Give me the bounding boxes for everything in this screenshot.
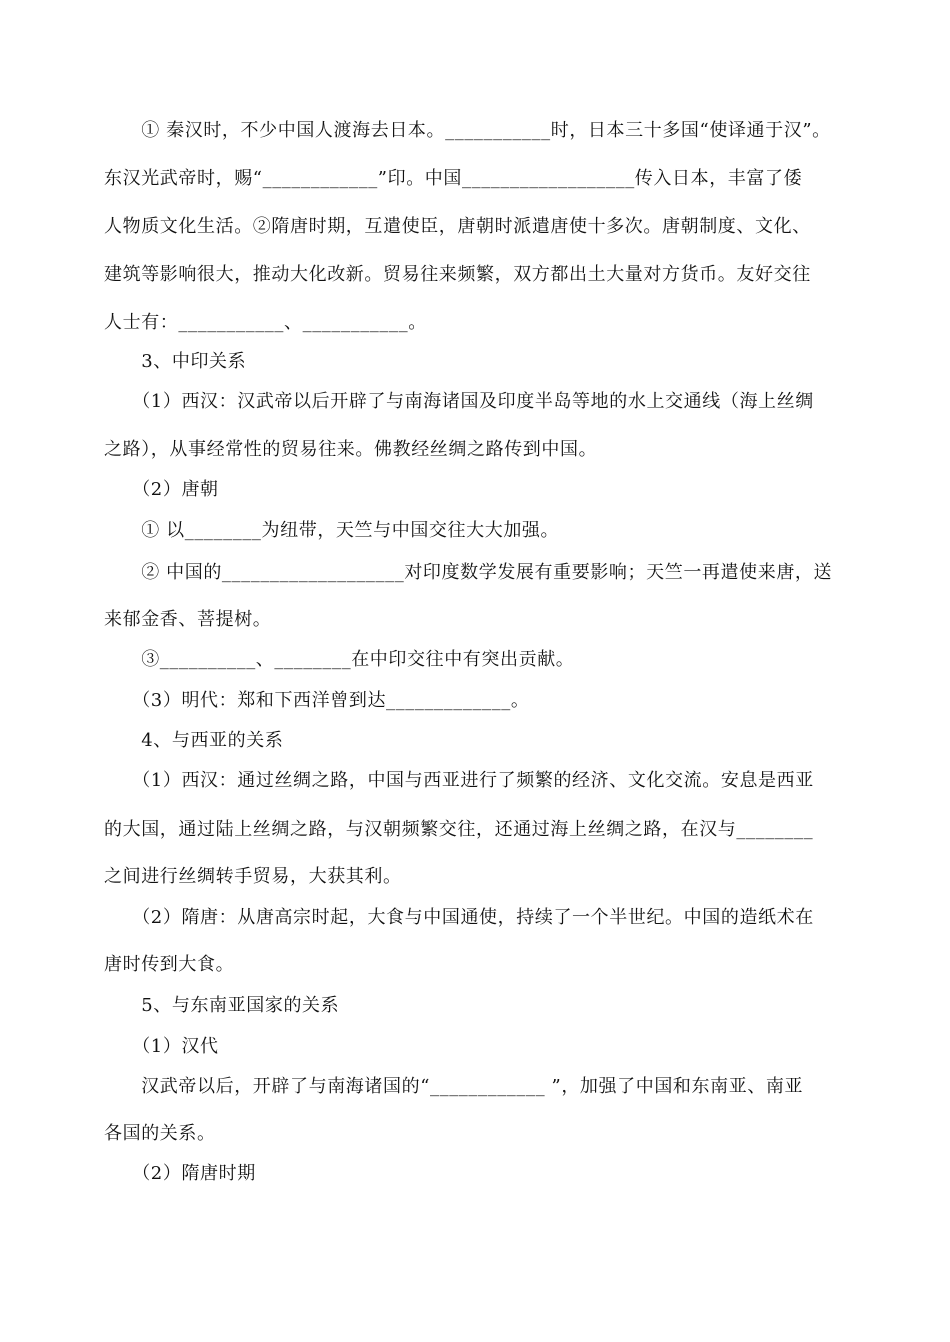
text-line: ① 秦汉时，不少中国人渡海去日本。___________时，日本三十多国“使译通于汉”。 xyxy=(104,120,831,141)
subsection-heading: （2）隋唐时期 xyxy=(104,1163,256,1184)
section-heading: 4、与西亚的关系 xyxy=(104,730,284,751)
text-line: 汉武帝以后，开辟了与南海诸国的“____________ ”，加强了中国和东南亚、南亚 xyxy=(104,1076,804,1097)
text-line: 建筑等影响很大，推动大化改新。贸易往来频繁，双方都出土大量对方货币。友好交往 xyxy=(104,264,811,285)
text-line: ① 以________为纽带，天竺与中国交往大大加强。 xyxy=(104,520,560,541)
text-line: （2）隋唐：从唐高宗时起，大食与中国通使，持续了一个半世纪。中国的造纸术在 xyxy=(104,907,814,928)
text-line: （1）西汉：汉武帝以后开辟了与南海诸国及印度半岛等地的水上交通线（海上丝绸 xyxy=(104,391,814,412)
text-line: 各国的关系。 xyxy=(104,1123,216,1144)
subsection-heading: （2）唐朝 xyxy=(104,479,219,500)
text-line: ③__________、________在中印交往中有突出贡献。 xyxy=(104,649,575,670)
section-heading: 3、中印关系 xyxy=(104,351,247,372)
text-line: 之间进行丝绸转手贸易，大获其利。 xyxy=(104,866,402,887)
text-line: （1）西汉：通过丝绸之路，中国与西亚进行了频繁的经济、文化交流。安息是西亚 xyxy=(104,770,814,791)
text-line: 东汉光武帝时，赐“____________”印。中国__________________传入日本，丰富了倭 xyxy=(104,168,803,189)
text-line: 唐时传到大食。 xyxy=(104,954,235,975)
text-line: ② 中国的___________________对印度数学发展有重要影响；天竺一再遣使来唐，送 xyxy=(104,562,833,583)
text-line: 人物质文化生活。②隋唐时期，互遣使臣，唐朝时派遣唐使十多次。唐朝制度、文化、 xyxy=(104,216,811,237)
section-heading: 5、与东南亚国家的关系 xyxy=(104,995,340,1016)
text-line: 来郁金香、菩提树。 xyxy=(104,609,272,630)
text-line: （3）明代：郑和下西洋曾到达_____________。 xyxy=(104,690,530,711)
text-line: 之路），从事经常性的贸易往来。佛教经丝绸之路传到中国。 xyxy=(104,439,598,460)
subsection-heading: （1）汉代 xyxy=(104,1036,219,1057)
text-line: 人士有：___________、___________。 xyxy=(104,312,427,333)
text-line: 的大国，通过陆上丝绸之路，与汉朝频繁交往，还通过海上丝绸之路，在汉与________ xyxy=(104,819,814,840)
